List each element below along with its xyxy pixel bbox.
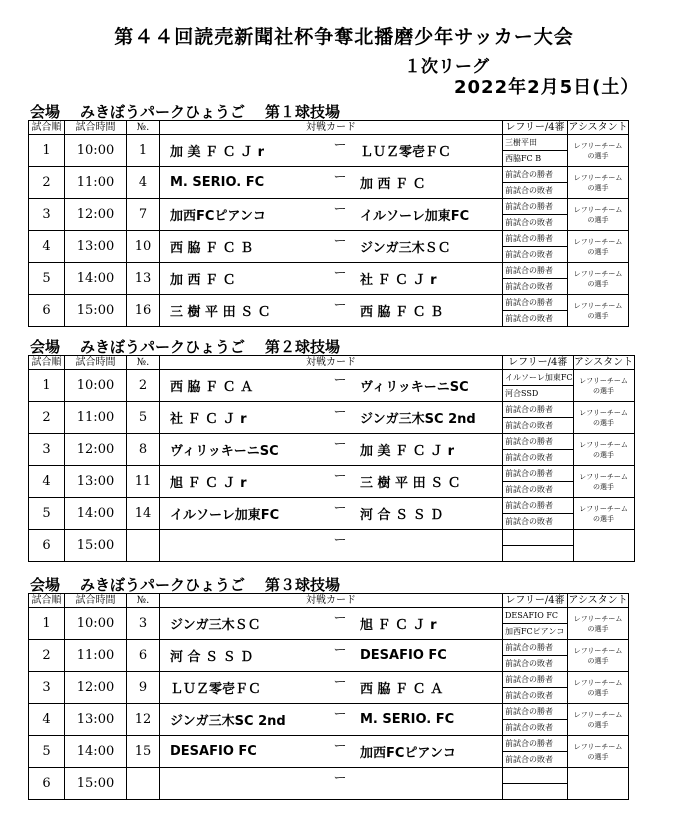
- away-team: 西 脇 Ｆ Ｃ Ｂ: [360, 305, 444, 320]
- field-name: 第３球技場: [265, 576, 341, 594]
- referee-fourth: 前試合の敗者: [503, 687, 567, 703]
- match-order: 4: [29, 466, 65, 498]
- match-card: [160, 231, 503, 263]
- referee-cell: [503, 672, 568, 704]
- match-order: 6: [29, 768, 65, 800]
- referee-fourth: 前試合の敗者: [503, 513, 573, 529]
- match-time: 10:00: [65, 608, 127, 640]
- referee-cell: [503, 704, 568, 736]
- header-time: 試合時間: [65, 594, 127, 608]
- match-card: [160, 672, 503, 704]
- referee-fourth: [503, 783, 567, 799]
- assistant-cell: [573, 434, 634, 466]
- away-team: ジンガ三木ＳＣ: [360, 241, 451, 256]
- referee-fourth: 前試合の敗者: [503, 214, 567, 230]
- assistant-cell: [573, 530, 634, 562]
- home-team: 河 合 Ｓ Ｓ Ｄ: [170, 650, 254, 665]
- match-number: 12: [127, 704, 160, 736]
- venue-heading: [30, 336, 360, 357]
- match-card: [160, 263, 503, 295]
- referee-fourth: 前試合の敗者: [503, 310, 567, 326]
- table-row: [29, 199, 629, 231]
- referee-cell: [503, 167, 568, 199]
- referee-main: 前試合の勝者: [505, 202, 553, 211]
- referee-cell: [503, 263, 568, 295]
- match-card: [160, 167, 503, 199]
- match-card: [160, 530, 503, 562]
- match-order: 6: [29, 530, 65, 562]
- match-number: 13: [127, 263, 160, 295]
- header-asst: アシスタント: [568, 595, 628, 606]
- vs-mark: ー: [333, 266, 347, 281]
- match-order: 5: [29, 263, 65, 295]
- table-row: [29, 736, 629, 768]
- match-time: 11:00: [65, 402, 127, 434]
- match-time: 12:00: [65, 434, 127, 466]
- header-num: №.: [127, 356, 160, 370]
- match-card: [160, 466, 503, 498]
- match-time: 14:00: [65, 263, 127, 295]
- assistant-cell: [573, 370, 634, 402]
- tournament-title: 第４４回読売新聞社杯争奪北播磨少年サッカー大会: [114, 26, 574, 48]
- home-team: 加 西 Ｆ Ｃ: [170, 273, 236, 288]
- referee-fourth: 前試合の敗者: [503, 246, 567, 262]
- home-team: ジンガ三木SC 2nd: [170, 714, 286, 729]
- match-time: 12:00: [65, 672, 127, 704]
- assistant-line1: レフリーチーム: [573, 269, 623, 278]
- match-number: 1: [127, 135, 160, 167]
- referee-fourth: 前試合の敗者: [503, 449, 573, 465]
- match-card: [160, 402, 503, 434]
- referee-main: 前試合の勝者: [505, 469, 553, 478]
- referee-cell: [503, 370, 574, 402]
- match-number: 7: [127, 199, 160, 231]
- header-ref: レフリー/4審: [503, 121, 568, 135]
- assistant-line2: の選手: [593, 514, 615, 523]
- assistant-line2: の選手: [587, 624, 609, 633]
- referee-fourth: 前試合の敗者: [503, 278, 567, 294]
- match-order: 4: [29, 231, 65, 263]
- home-team: DESAFIO FC: [170, 744, 257, 759]
- vs-mark: ー: [333, 234, 347, 249]
- assistant-cell: [573, 498, 634, 530]
- referee-fourth: 前試合の敗者: [503, 751, 567, 767]
- table-row: [29, 135, 629, 167]
- assistant-line1: レフリーチーム: [579, 376, 628, 385]
- header-num: №.: [127, 594, 160, 608]
- match-number: [127, 768, 160, 800]
- assistant-line2: の選手: [587, 688, 609, 697]
- match-time: 13:00: [65, 466, 127, 498]
- venue-label: 会場: [30, 576, 61, 594]
- assistant-line1: レフリーチーム: [573, 614, 623, 623]
- vs-mark: ー: [333, 707, 347, 722]
- assistant-line1: レフリーチーム: [573, 301, 623, 310]
- match-number: [127, 530, 160, 562]
- match-time: 12:00: [65, 199, 127, 231]
- away-team: 加 西 Ｆ Ｃ: [360, 177, 426, 192]
- match-number: 8: [127, 434, 160, 466]
- field-name: 第１球技場: [265, 103, 341, 121]
- referee-cell: [503, 640, 568, 672]
- assistant-line1: レフリーチーム: [573, 678, 623, 687]
- header-ref: レフリー/4審: [503, 594, 568, 608]
- assistant-cell: [568, 295, 629, 327]
- match-order: 1: [29, 370, 65, 402]
- table-row: [29, 167, 629, 199]
- match-card: [160, 135, 503, 167]
- match-order: 5: [29, 498, 65, 530]
- match-number: 9: [127, 672, 160, 704]
- home-team: 加 美 Ｆ Ｃ Ｊ r: [170, 145, 265, 160]
- assistant-cell: [568, 608, 629, 640]
- match-order: 5: [29, 736, 65, 768]
- away-team: DESAFIO FC: [360, 648, 447, 663]
- table-row: [29, 498, 635, 530]
- match-card: [160, 434, 503, 466]
- referee-cell: [503, 736, 568, 768]
- match-number: 4: [127, 167, 160, 199]
- match-time: 10:00: [65, 135, 127, 167]
- assistant-line2: の選手: [587, 183, 609, 192]
- referee-main: 前試合の勝者: [505, 501, 553, 510]
- home-team: ジンガ三木ＳＣ: [170, 618, 261, 633]
- venue-heading: [30, 101, 360, 122]
- vs-mark: ー: [333, 138, 347, 153]
- assistant-line2: の選手: [593, 386, 615, 395]
- match-time: 13:00: [65, 231, 127, 263]
- match-order: 3: [29, 199, 65, 231]
- table-row: [29, 530, 635, 562]
- field-name: 第２球技場: [265, 338, 341, 356]
- vs-mark: ー: [333, 202, 347, 217]
- vs-mark: ー: [333, 298, 347, 313]
- match-number: 16: [127, 295, 160, 327]
- match-number: 6: [127, 640, 160, 672]
- assistant-line1: レフリーチーム: [573, 173, 623, 182]
- home-team: 社 Ｆ Ｃ Ｊ r: [170, 412, 247, 427]
- vs-mark: ー: [333, 675, 347, 690]
- match-order: 6: [29, 295, 65, 327]
- assistant-line1: レフリーチーム: [573, 646, 623, 655]
- match-card: [160, 640, 503, 672]
- header-no: 試合順: [29, 594, 65, 608]
- assistant-line1: レフリーチーム: [573, 205, 623, 214]
- match-time: 15:00: [65, 530, 127, 562]
- match-order: 4: [29, 704, 65, 736]
- assistant-line2: の選手: [587, 311, 609, 320]
- referee-cell: [503, 295, 568, 327]
- referee-cell: [503, 135, 568, 167]
- assistant-line1: レフリーチーム: [579, 472, 628, 481]
- match-number: 11: [127, 466, 160, 498]
- referee-fourth: 前試合の敗者: [503, 417, 573, 433]
- match-order: 1: [29, 608, 65, 640]
- match-order: 2: [29, 402, 65, 434]
- assistant-line2: の選手: [587, 215, 609, 224]
- referee-main: [503, 530, 573, 545]
- assistant-cell: [568, 736, 629, 768]
- match-card: [160, 498, 503, 530]
- match-time: 11:00: [65, 167, 127, 199]
- away-team: 旭 Ｆ Ｃ Ｊ r: [360, 618, 437, 633]
- referee-main: 前試合の勝者: [505, 234, 553, 243]
- match-card: [160, 704, 503, 736]
- assistant-cell: [568, 672, 629, 704]
- assistant-line2: の選手: [593, 418, 615, 427]
- match-card: [160, 295, 503, 327]
- match-time: 14:00: [65, 498, 127, 530]
- referee-main: 前試合の勝者: [505, 266, 553, 275]
- table-row: [29, 434, 635, 466]
- header-num: №.: [127, 121, 160, 135]
- match-time: 14:00: [65, 736, 127, 768]
- referee-fourth: 前試合の敗者: [503, 182, 567, 198]
- assistant-line2: の選手: [587, 752, 609, 761]
- match-time: 15:00: [65, 295, 127, 327]
- referee-cell: [503, 608, 568, 640]
- vs-mark: ー: [333, 501, 347, 516]
- referee-main: 前試合の勝者: [505, 675, 553, 684]
- assistant-line2: の選手: [587, 151, 609, 160]
- table-row: [29, 704, 629, 736]
- assistant-line2: の選手: [593, 482, 615, 491]
- match-order: 3: [29, 672, 65, 704]
- assistant-cell: [568, 768, 629, 800]
- home-team: 旭 Ｆ Ｃ Ｊ r: [170, 476, 247, 491]
- away-team: ジンガ三木SC 2nd: [360, 412, 476, 427]
- referee-main: 前試合の勝者: [505, 739, 553, 748]
- match-number: 14: [127, 498, 160, 530]
- referee-main: 前試合の勝者: [505, 707, 553, 716]
- assistant-cell: [568, 704, 629, 736]
- table-header: [29, 356, 635, 370]
- header-time: 試合時間: [65, 356, 127, 370]
- table-row: [29, 295, 629, 327]
- vs-mark: ー: [333, 373, 347, 388]
- match-number: 15: [127, 736, 160, 768]
- venue-label: 会場: [30, 103, 61, 121]
- referee-fourth: 前試合の敗者: [503, 655, 567, 671]
- match-card: [160, 736, 503, 768]
- referee-main: 前試合の勝者: [505, 643, 553, 652]
- referee-cell: [503, 199, 568, 231]
- header-asst: アシスタント: [573, 357, 634, 368]
- table-row: [29, 466, 635, 498]
- home-team: 西 脇 Ｆ Ｃ Ａ: [170, 380, 254, 395]
- table-row: [29, 402, 635, 434]
- match-order: 2: [29, 640, 65, 672]
- header-match: 対戦カード: [160, 356, 503, 370]
- league-label: １次リーグ: [404, 57, 489, 77]
- referee-fourth: 加西FCピアンコ: [503, 623, 567, 639]
- table-row: [29, 672, 629, 704]
- away-team: ＬＵＺ零壱ＦＣ: [360, 145, 452, 160]
- schedule-table: [28, 120, 629, 327]
- referee-main: 前試合の勝者: [505, 170, 553, 179]
- event-date: 2022年2月5日(土）: [454, 77, 640, 98]
- match-card: [160, 768, 503, 800]
- venue-name: みきぼうパークひょうご: [80, 576, 246, 594]
- referee-fourth: 河合SSD: [503, 385, 573, 401]
- assistant-line2: の選手: [587, 247, 609, 256]
- vs-mark: ー: [333, 170, 347, 185]
- referee-main: 前試合の勝者: [505, 405, 553, 414]
- referee-main: イルソーレ加東FC: [505, 373, 573, 382]
- assistant-line1: レフリーチーム: [573, 141, 623, 150]
- match-order: 3: [29, 434, 65, 466]
- header-time: 試合時間: [65, 121, 127, 135]
- assistant-line2: の選手: [587, 656, 609, 665]
- vs-mark: ー: [333, 643, 347, 658]
- away-team: 加西FCピアンコ: [360, 746, 456, 761]
- away-team: ヴィリッキーニSC: [360, 380, 469, 395]
- assistant-cell: [568, 199, 629, 231]
- referee-fourth: [503, 545, 573, 561]
- table-row: [29, 263, 629, 295]
- table-row: [29, 370, 635, 402]
- assistant-cell: [568, 231, 629, 263]
- match-number: 10: [127, 231, 160, 263]
- venue-heading: [30, 574, 360, 595]
- assistant-line2: の選手: [593, 450, 615, 459]
- vs-mark: ー: [333, 469, 347, 484]
- referee-cell: [503, 402, 574, 434]
- vs-mark: ー: [333, 405, 347, 420]
- assistant-line1: レフリーチーム: [573, 237, 623, 246]
- assistant-line1: レフリーチーム: [573, 710, 623, 719]
- header-match: 対戦カード: [160, 121, 503, 135]
- table-row: [29, 608, 629, 640]
- venue-label: 会場: [30, 338, 61, 356]
- table-row: [29, 231, 629, 263]
- referee-cell: [503, 498, 574, 530]
- match-time: 11:00: [65, 640, 127, 672]
- header-ref: レフリー/4審: [503, 356, 574, 370]
- vs-mark: ー: [333, 611, 347, 626]
- referee-cell: [503, 466, 574, 498]
- home-team: ヴィリッキーニSC: [170, 444, 279, 459]
- assistant-line1: レフリーチーム: [579, 440, 628, 449]
- referee-main: 三樹平田: [505, 138, 537, 147]
- match-time: 15:00: [65, 768, 127, 800]
- match-time: 10:00: [65, 370, 127, 402]
- table-header: [29, 121, 629, 135]
- referee-main: [503, 768, 567, 783]
- away-team: 西 脇 Ｆ Ｃ Ａ: [360, 682, 444, 697]
- match-order: 1: [29, 135, 65, 167]
- assistant-line2: の選手: [587, 720, 609, 729]
- schedule-table: [28, 355, 635, 562]
- away-team: 三 樹 平 田 Ｓ Ｃ: [360, 476, 461, 491]
- away-team: イルソーレ加東FC: [360, 209, 470, 224]
- assistant-cell: [568, 640, 629, 672]
- home-team: M. SERIO. FC: [170, 175, 265, 190]
- match-card: [160, 370, 503, 402]
- venue-name: みきぼうパークひょうご: [80, 338, 246, 356]
- schedule-table: [28, 593, 629, 800]
- referee-cell: [503, 768, 568, 800]
- vs-mark: ー: [333, 771, 347, 786]
- header-no: 試合順: [29, 356, 65, 370]
- match-card: [160, 199, 503, 231]
- header-asst: アシスタント: [568, 122, 628, 133]
- match-time: 13:00: [65, 704, 127, 736]
- away-team: M. SERIO. FC: [360, 712, 455, 727]
- assistant-cell: [573, 466, 634, 498]
- match-number: 2: [127, 370, 160, 402]
- assistant-cell: [573, 402, 634, 434]
- assistant-cell: [568, 263, 629, 295]
- match-number: 3: [127, 608, 160, 640]
- referee-cell: [503, 530, 574, 562]
- match-order: 2: [29, 167, 65, 199]
- home-team: イルソーレ加東FC: [170, 508, 280, 523]
- home-team: 西 脇 Ｆ Ｃ Ｂ: [170, 241, 254, 256]
- match-number: 5: [127, 402, 160, 434]
- away-team: 河 合 Ｓ Ｓ Ｄ: [360, 508, 444, 523]
- vs-mark: ー: [333, 739, 347, 754]
- referee-main: DESAFIO FC: [505, 611, 558, 620]
- match-card: [160, 608, 503, 640]
- referee-main: 前試合の勝者: [505, 298, 553, 307]
- referee-fourth: 前試合の敗者: [503, 719, 567, 735]
- home-team: 加西FCピアンコ: [170, 209, 266, 224]
- header-match: 対戦カード: [160, 594, 503, 608]
- table-header: [29, 594, 629, 608]
- vs-mark: ー: [333, 533, 347, 548]
- vs-mark: ー: [333, 437, 347, 452]
- assistant-cell: [568, 135, 629, 167]
- away-team: 加 美 Ｆ Ｃ Ｊ r: [360, 444, 455, 459]
- home-team: 三 樹 平 田 Ｓ Ｃ: [170, 305, 271, 320]
- assistant-line2: の選手: [587, 279, 609, 288]
- assistant-line1: レフリーチーム: [573, 742, 623, 751]
- assistant-cell: [568, 167, 629, 199]
- home-team: ＬＵＺ零壱ＦＣ: [170, 682, 262, 697]
- away-team: 社 Ｆ Ｃ Ｊ r: [360, 273, 437, 288]
- referee-fourth: 前試合の敗者: [503, 481, 573, 497]
- assistant-line1: レフリーチーム: [579, 408, 628, 417]
- referee-cell: [503, 231, 568, 263]
- table-row: [29, 768, 629, 800]
- table-row: [29, 640, 629, 672]
- header-no: 試合順: [29, 121, 65, 135]
- referee-fourth: 西脇FC B: [503, 150, 567, 166]
- referee-cell: [503, 434, 574, 466]
- assistant-line1: レフリーチーム: [579, 504, 628, 513]
- venue-name: みきぼうパークひょうご: [80, 103, 246, 121]
- referee-main: 前試合の勝者: [505, 437, 553, 446]
